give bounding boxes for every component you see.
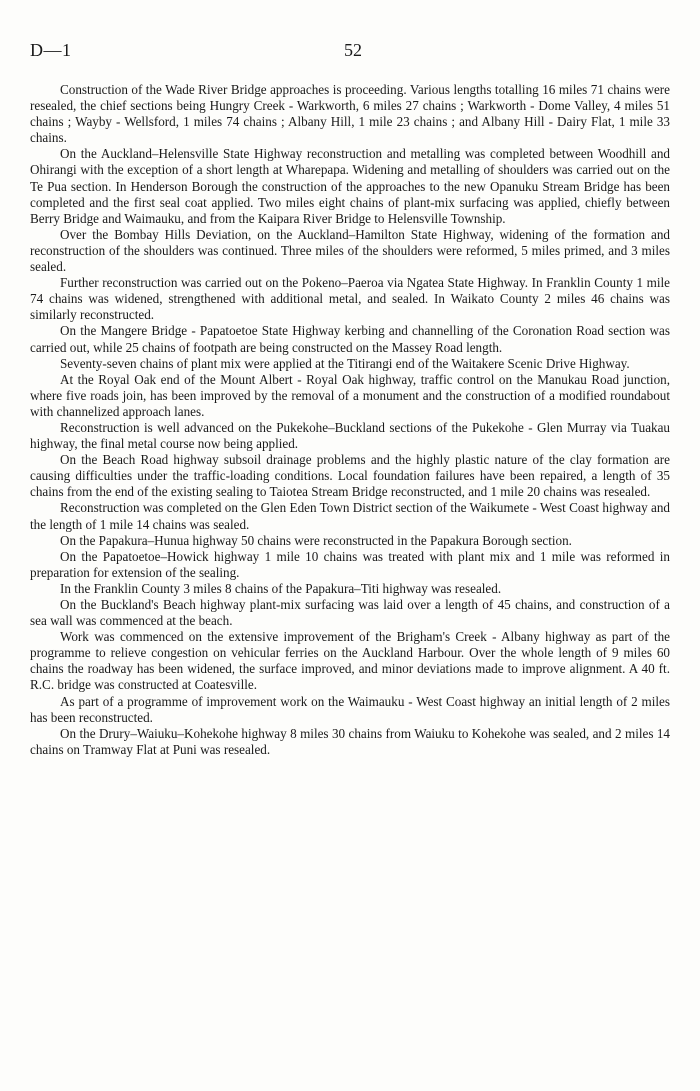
paragraph-bombay-hills: Over the Bombay Hills Deviation, on the Auckland–Hamilton State Highway, widening of the formation and reconstruction of the shoulders was continued. Three miles of the shoulders were reformed, 5 miles primed, and 3 miles sealed. <box>30 226 670 275</box>
paragraph-auckland-helensville: On the Auckland–Helensville State Highway reconstruction and metalling was completed between Woodhill and Ohirangi with the exception of a short length at Wharepapa. Widening and metalling of shoulders was carried out on the Te Pua section. In Henderson Borough the construction of the approaches to the new Opanuku Stream Bridge has been completed and the first seal coat applied. Two miles eight chains of plant-mix surfacing was applied, chiefly between Berry Bridge and Waimauku, and from the Kaipara River Bridge to Helensville Township. <box>30 146 670 226</box>
paragraph-beach-road: On the Beach Road highway subsoil drainage problems and the highly plastic nature of the clay formation are causing difficulties under the traffic-loading conditions. Local foundation failures have been repaired, a length of 35 chains from the end of the existing sealing to Taiotea Stream Bridge reconstructed, and 1 mile 20 chains was resealed. <box>30 452 670 500</box>
paragraph-mangere-bridge: On the Mangere Bridge - Papatoetoe State Highway kerbing and channelling of the Coronation Road section was carried out, while 25 chains of footpath are being constructed on the Massey Road length. <box>30 323 670 355</box>
document-code: D—1 <box>30 40 72 60</box>
paragraph-glen-eden: Reconstruction was completed on the Glen Eden Town District section of the Waikumete - West Coast highway and the length of 1 mile 14 chains was sealed. <box>30 500 670 532</box>
paragraph-bucklands-beach: On the Buckland's Beach highway plant-mix surfacing was laid over a length of 45 chains, and construction of a sea wall was commenced at the beach. <box>30 597 670 629</box>
paragraph-wade-river: Construction of the Wade River Bridge approaches is proceeding. Various lengths totalling 16 miles 71 chains were resealed, the chief sections being Hungry Creek - Warkworth, 6 miles 27 chains ; Warkworth - Dome Valley, 4 miles 51 chains ; Wayby - Wellsford, 1 miles 74 chains ; Albany Hill, 1 mile 23 chains ; and Albany Hill - Dairy Flat, 1 mile 33 chains. <box>30 82 670 146</box>
paragraph-pokeno-paeroa: Further reconstruction was carried out on the Pokeno–Paeroa via Ngatea State Highway. In Franklin County 1 mile 74 chains was widened, strengthened with additional metal, and sealed. In Waikato County 2 miles 46 chains was similarly reconstructed. <box>30 275 670 323</box>
paragraph-drury-waiuku: On the Drury–Waiuku–Kohekohe highway 8 miles 30 chains from Waiuku to Kohekohe was sealed, and 2 miles 14 chains on Tramway Flat at Puni was resealed. <box>30 725 670 757</box>
body-text <box>30 82 670 758</box>
page-number: 52 <box>344 40 362 60</box>
paragraph-papakura-hunua: On the Papakura–Hunua highway 50 chains were reconstructed in the Papakura Borough section. <box>60 532 572 548</box>
paragraph-papatoetoe-howick: On the Papatoetoe–Howick highway 1 mile 10 chains was treated with plant mix and 1 mile was reformed in preparation for extension of the sealing. <box>30 548 670 580</box>
page-header <box>30 40 676 64</box>
paragraph-pukekohe-buckland: Reconstruction is well advanced on the Pukekohe–Buckland sections of the Pukekohe - Glen Murray via Tuakau highway, the final metal course now being applied. <box>30 419 670 452</box>
paragraph-brighams-creek: Work was commenced on the extensive improvement of the Brigham's Creek - Albany highway as part of the programme to relieve congestion on vehicular ferries on the Auckland Harbour. Over the whole length of 9 miles 60 chains the roadway has been widened, the surface improved, and minor deviations made to improve alignment. A 40 ft. R.C. bridge was constructed at Coatesville. <box>30 629 670 693</box>
paragraph-titirangi: Seventy-seven chains of plant mix were applied at the Titirangi end of the Waitakere Scenic Drive Highway. <box>60 355 630 371</box>
paragraph-franklin-county: In the Franklin County 3 miles 8 chains of the Papakura–Titi highway was resealed. <box>60 580 502 596</box>
paragraph-royal-oak: At the Royal Oak end of the Mount Albert - Royal Oak highway, traffic control on the Manukau Road junction, where five roads join, has been improved by the removal of a monument and the construction of a modified roundabout with channelized approach lanes. <box>30 371 670 419</box>
paragraph-waimauku: As part of a programme of improvement work on the Waimauku - West Coast highway an initial length of 2 miles has been reconstructed. <box>30 693 670 725</box>
